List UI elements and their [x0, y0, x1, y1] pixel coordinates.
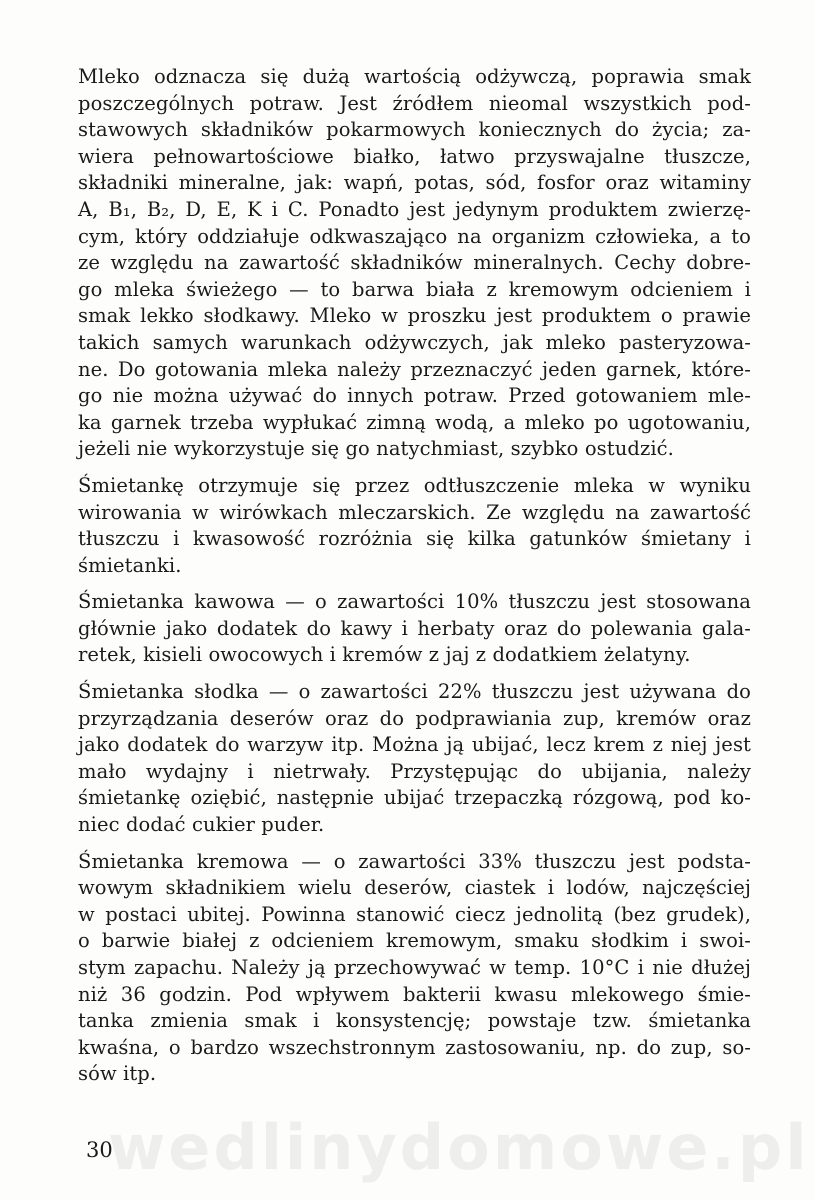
page-number: 30: [86, 1138, 113, 1162]
text-line: jeżeli nie wykorzystuje się go natychmiast, szybko ostudzić.: [78, 437, 674, 461]
text-line: śmietankę oziębić, następnie ubijać trzepaczką rózgową, pod ko-: [78, 786, 751, 810]
text-line: ze względu na zawartość składników mineralnych. Cechy dobre-: [78, 251, 751, 275]
text-line: wiera pełnowartościowe białko, łatwo przyswajalne tłuszcze,: [78, 144, 751, 168]
text-line: cym, który oddziałuje odkwaszająco na organizm człowieka, a to: [78, 224, 751, 248]
text-line: jako dodatek do warzyw itp. Można ją ubijać, lecz krem z niej jest: [78, 733, 751, 757]
text-line: ka garnek trzeba wypłukać zimną wodą, a mleko po ugotowaniu,: [78, 410, 751, 434]
text-line: składniki mineralne, jak: wapń, potas, sód, fosfor oraz witaminy: [78, 171, 751, 195]
text-line: A, B₁, B₂, D, E, K i C. Ponadto jest jedynym produktem zwierzę-: [78, 197, 751, 221]
text-line: wowym składnikiem wielu deserów, ciastek i lodów, najczęściej: [78, 876, 751, 900]
text-line: niec dodać cukier puder.: [78, 813, 325, 837]
text-line: wirowania w wirówkach mleczarskich. Ze względu na zawartość: [78, 500, 751, 524]
text-line: przyrządzania deserów oraz do podprawiania zup, kremów oraz: [78, 706, 751, 730]
text-line: kwaśna, o bardzo wszechstronnym zastosowaniu, np. do zup, so-: [78, 1035, 751, 1059]
text-line: Śmietanka kawowa — o zawartości 10% tłuszczu jest stosowana: [78, 590, 751, 614]
watermark: wedlinydomowe.pl: [108, 1111, 810, 1184]
text-line: Śmietanka słodka — o zawartości 22% tłuszczu jest używana do: [78, 680, 751, 704]
text-line: sów itp.: [78, 1062, 157, 1086]
text-line: niż 36 godzin. Pod wpływem bakterii kwasu mlekowego śmie-: [78, 982, 751, 1006]
text-line: stawowych składników pokarmowych koniecznych do życia; za-: [78, 118, 751, 142]
paragraph-sweet-cream: [78, 679, 751, 839]
text-line: mało wydajny i nietrwały. Przystępując do ubijania, należy: [78, 759, 751, 783]
text-line: smak lekko słodkawy. Mleko w proszku jest produktem o prawie: [78, 304, 751, 328]
text-line: retek, kisieli owocowych i kremów z jaj z dodatkiem żelatyny.: [78, 643, 691, 667]
text-line: go nie można używać do innych potraw. Przed gotowaniem mle-: [78, 384, 751, 408]
text-column: [78, 64, 751, 1098]
text-line: tłuszczu i kwasowość rozróżnia się kilka gatunków śmietany i: [78, 527, 751, 551]
text-line: o barwie białej z odcieniem kremowym, smaku słodkim i swoi-: [78, 929, 751, 953]
text-line: Mleko odznacza się dużą wartością odżywczą, poprawia smak: [78, 65, 751, 88]
text-line: stym zapachu. Należy ją przechowywać w temp. 10°C i nie dłużej: [78, 956, 751, 979]
text-line: ne. Do gotowania mleka należy przeznaczyć jeden garnek, które-: [78, 357, 751, 381]
text-line: śmietanki.: [78, 553, 182, 577]
paragraph-milk: [78, 64, 751, 463]
text-line: w postaci ubitej. Powinna stanowić ciecz jednolitą (bez grudek),: [78, 902, 751, 926]
text-line: głównie jako dodatek do kawy i herbaty oraz do polewania gala-: [78, 616, 751, 640]
paragraph-cream-intro: [78, 473, 751, 579]
text-line: Śmietankę otrzymuje się przez odtłuszczenie mleka w wyniku: [78, 473, 751, 497]
text-line: go mleka świeżego — to barwa biała z kremowym odcieniem i: [78, 277, 751, 301]
text-line: tanka zmienia smak i konsystencję; powstaje tzw. śmietanka: [78, 1009, 751, 1033]
text-line: poszczególnych potraw. Jest źródłem nieomal wszystkich pod-: [78, 91, 751, 115]
paragraph-whipping-cream: [78, 849, 751, 1088]
paragraph-coffee-cream: [78, 589, 751, 669]
text-line: takich samych warunkach odżywczych, jak mleko pasteryzowa-: [78, 330, 751, 354]
text-line: Śmietanka kremowa — o zawartości 33% tłuszczu jest podsta-: [78, 849, 751, 873]
